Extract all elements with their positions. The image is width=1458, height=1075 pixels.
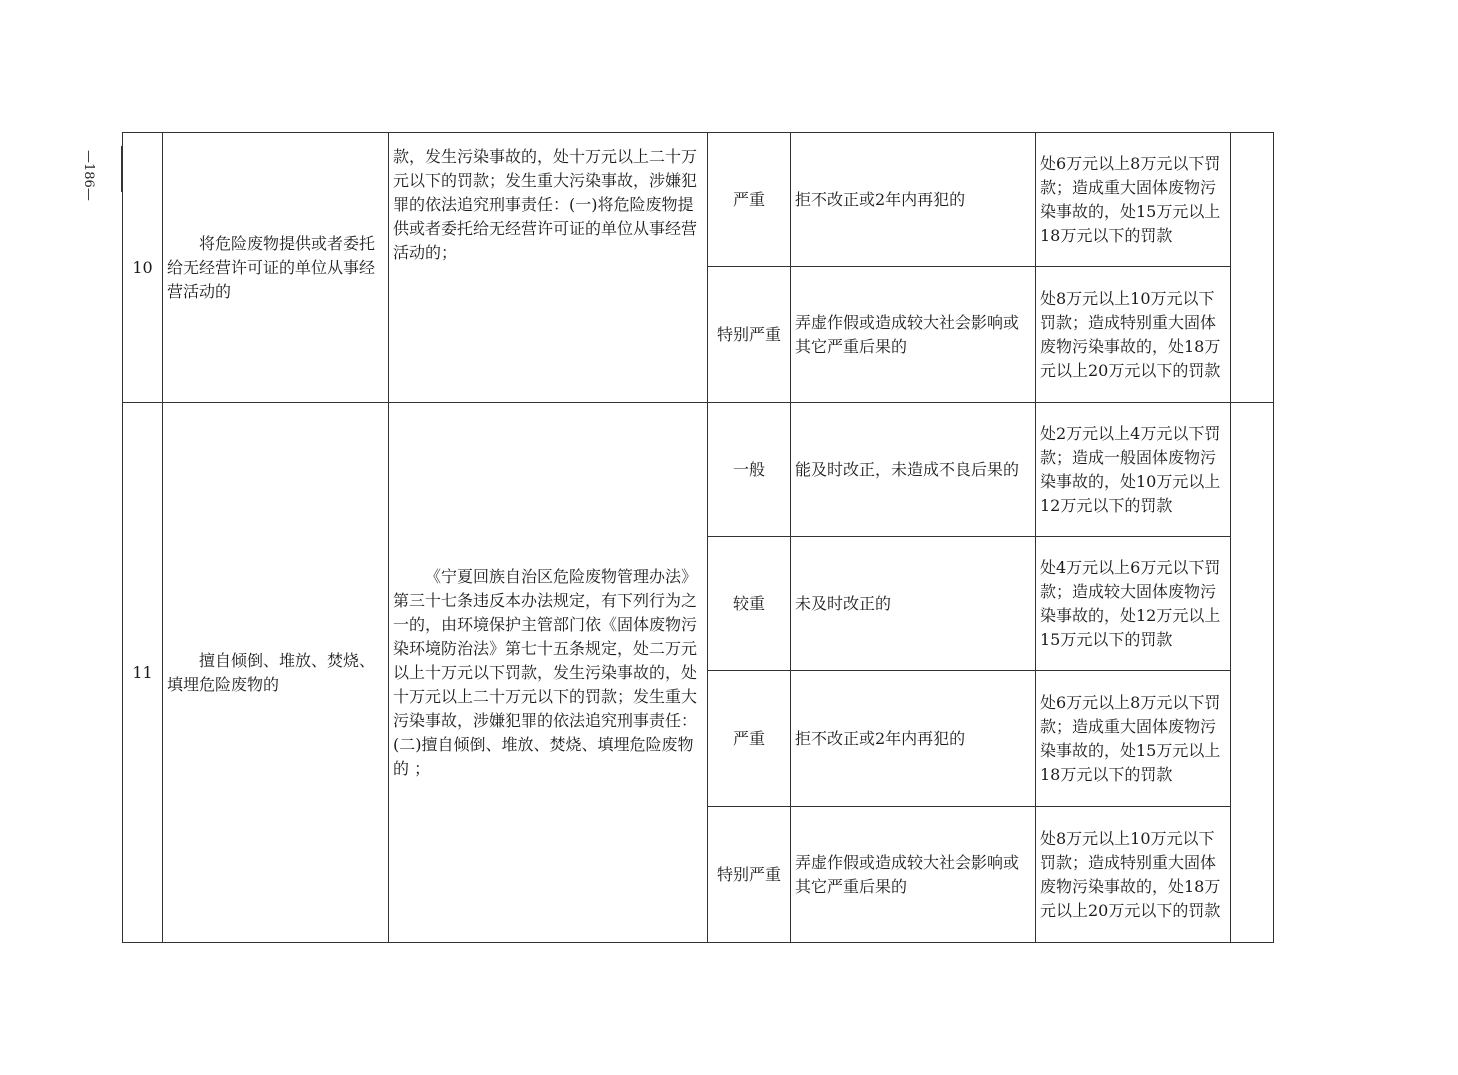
remarks-cell bbox=[1231, 133, 1274, 403]
legal-basis: 款，发生污染事故的，处十万元以上二十万元以下的罚款；发生重大污染事故，涉嫌犯罪的依法追究刑事责任：(一)将危险废物提供或者委托给无经营许可证的单位从事经营活动的； bbox=[389, 133, 708, 403]
penalty-standard: 处8万元以上10万元以下罚款；造成特别重大固体废物污染事故的，处18万元以上20万元以下的罚款 bbox=[1036, 267, 1231, 403]
page-number: —186— bbox=[81, 150, 96, 201]
table-row bbox=[123, 133, 1274, 267]
severity-level: 严重 bbox=[708, 671, 791, 807]
remarks-cell bbox=[1231, 403, 1274, 943]
severity-level: 较重 bbox=[708, 537, 791, 671]
item-number: 10 bbox=[123, 133, 163, 403]
severity-level: 特别严重 bbox=[708, 267, 791, 403]
severity-level: 特别严重 bbox=[708, 807, 791, 943]
legal-basis: 《宁夏回族自治区危险废物管理办法》第三十七条违反本办法规定，有下列行为之一的，由环境保护主管部门依《固体废物污染环境防治法》第七十五条规定，处二万元以上十万元以下罚款，发生污染事故的，处十万元以上二十万元以下的罚款；发生重大污染事故，涉嫌犯罪的依法追究刑事责任：(二)擅自倾倒、堆放、焚烧、填埋危险废物 的 ； bbox=[389, 403, 708, 943]
circumstance: 拒不改正或2年内再犯的 bbox=[791, 133, 1036, 267]
severity-level: 严重 bbox=[708, 133, 791, 267]
penalty-standard: 处6万元以上8万元以下罚款；造成重大固体废物污染事故的，处15万元以上18万元以下的罚款 bbox=[1036, 133, 1231, 267]
table-row bbox=[123, 403, 1274, 537]
circumstance: 拒不改正或2年内再犯的 bbox=[791, 671, 1036, 807]
item-number: 11 bbox=[123, 403, 163, 943]
circumstance: 未及时改正的 bbox=[791, 537, 1036, 671]
penalty-standard: 处6万元以上8万元以下罚款；造成重大固体废物污染事故的，处15万元以上18万元以下的罚款 bbox=[1036, 671, 1231, 807]
circumstance: 能及时改正，未造成不良后果的 bbox=[791, 403, 1036, 537]
violation-item: 将危险废物提供或者委托给无经营许可证的单位从事经营活动的 bbox=[163, 133, 389, 403]
penalty-table bbox=[122, 132, 1274, 943]
penalty-standard: 处2万元以上4万元以下罚款；造成一般固体废物污染事故的，处10万元以上12万元以下的罚款 bbox=[1036, 403, 1231, 537]
penalty-standard: 处4万元以上6万元以下罚款；造成较大固体废物污染事故的，处12万元以上15万元以下的罚款 bbox=[1036, 537, 1231, 671]
severity-level: 一般 bbox=[708, 403, 791, 537]
circumstance: 弄虚作假或造成较大社会影响或其它严重后果的 bbox=[791, 807, 1036, 943]
circumstance: 弄虚作假或造成较大社会影响或其它严重后果的 bbox=[791, 267, 1036, 403]
violation-item: 擅自倾倒、堆放、焚烧、填埋危险废物的 bbox=[163, 403, 389, 943]
penalty-standard: 处8万元以上10万元以下罚款；造成特别重大固体废物污染事故的，处18万元以上20万元以下的罚款 bbox=[1036, 807, 1231, 943]
